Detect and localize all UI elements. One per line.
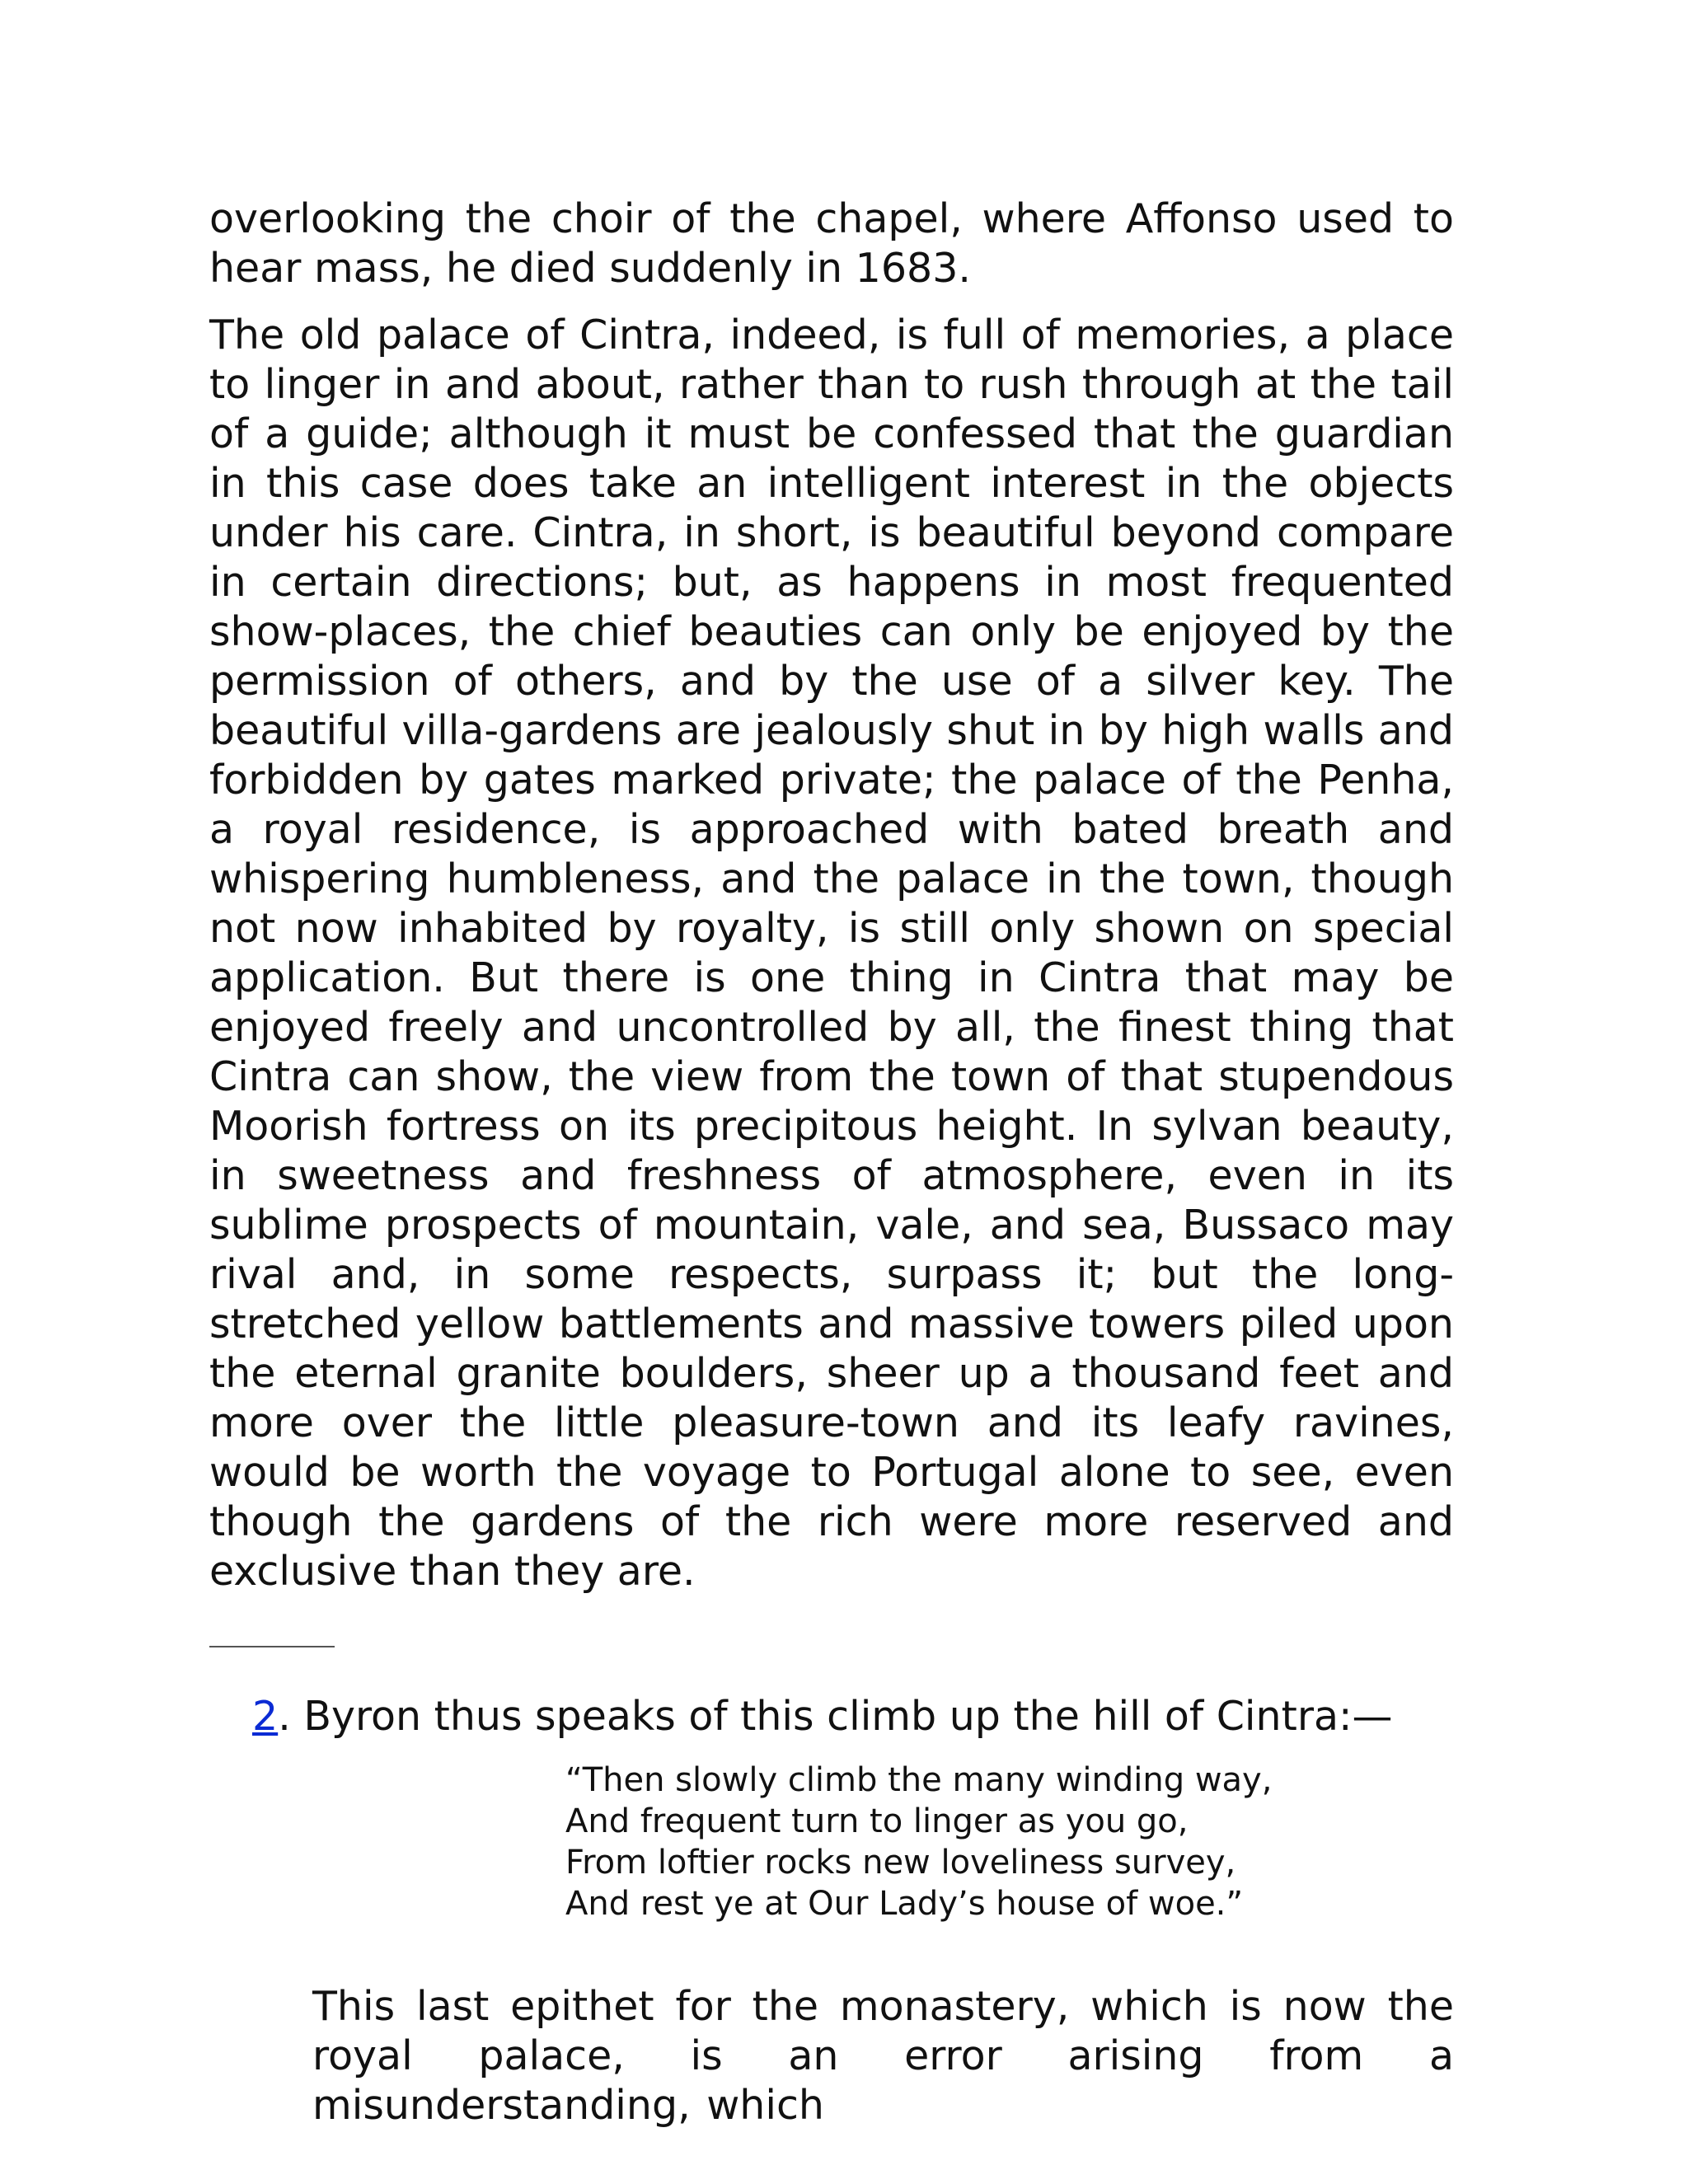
poem-line: And rest ye at Our Lady’s house of woe.”: [565, 1885, 1244, 1923]
footnote-paragraph: This last epithet for the monastery, which is now the royal palace, is an error arising from a misunderstanding, which: [312, 1983, 1454, 2129]
footnote-intro-text: . Byron thus speaks of this climb up the hill of Cintra:—: [278, 1693, 1393, 1740]
footnote-number-link[interactable]: 2: [252, 1693, 279, 1740]
body-paragraph: The old palace of Cintra, indeed, is full of memories, a place to linger in and about, rather than to rush through at the tail of a guide; although it must be confessed that the guardian in this case does take an intelligent interest in the objects under his care. Cintra, in short, is beautiful beyond compare in certain directions; but, as happens in most frequented show-places, the chief beauties can only be enjoyed by the permission of others, and by the use of a silver key. The beautiful villa-gardens are jealously shut in by high walls and forbidden by gates marked private; the palace of the Penha, a royal residence, is approached with bated breath and whispering humbleness, and the palace in the town, though not now inhabited by royalty, is still only shown on special application. But there is one thing in Cintra that may be enjoyed freely and uncontrolled by all, the finest thing that Cintra can show, the view from the town of that stupendous Moorish fortress on its precipitous height. In sylvan beauty, in sweetness and freshness of atmosphere, even in its sublime prospects of mountain, vale, and sea, Bussaco may rival and, in some respects, surpass it; but the long-stretched yellow battlements and massive towers piled upon the eternal granite boulders, sheer up a thousand feet and more over the little pleasure-town and its leafy ravines, would be worth the voyage to Portugal alone to see, even though the gardens of the rich were more reserved and exclusive than they are.: [209, 312, 1454, 1595]
footnote-divider: [209, 1646, 335, 1647]
page-content: [209, 194, 1454, 2171]
body-paragraph: overlooking the choir of the chapel, where Affonso used to hear mass, he died suddenly in 1683.: [209, 195, 1454, 292]
poem-line: From loftier rocks new loveliness survey,: [565, 1844, 1236, 1882]
footnote-intro-line: [209, 1692, 1454, 1741]
poem-line: And frequent turn to linger as you go,: [565, 1802, 1189, 1840]
footnote: [209, 1692, 1454, 2130]
poem-line: “Then slowly climb the many winding way,: [565, 1761, 1273, 1799]
poem-quote: [565, 1760, 1454, 1924]
